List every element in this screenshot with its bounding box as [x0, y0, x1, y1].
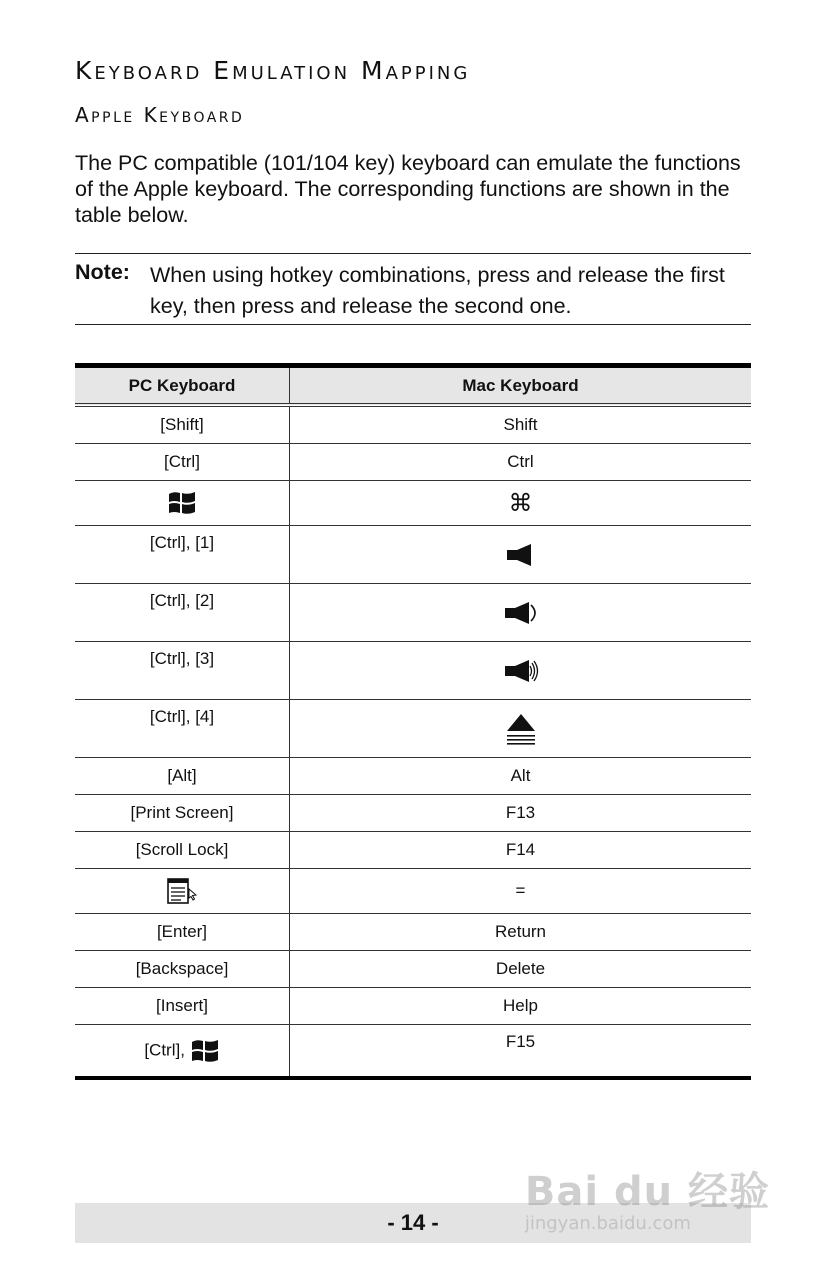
- note-label: Note:: [75, 260, 130, 284]
- note-text: When using hotkey combinations, press and release the first key, then press and release the second one.: [150, 263, 725, 318]
- mac-key: Help: [290, 988, 752, 1025]
- header-mac-keyboard: Mac Keyboard: [290, 366, 752, 406]
- table-row: [75, 481, 751, 526]
- windows-key-icon: [190, 1037, 220, 1065]
- mac-key: =: [290, 869, 752, 914]
- mac-key: [290, 700, 752, 758]
- table-row: [75, 700, 751, 758]
- table-row: [75, 405, 751, 444]
- mac-key: [290, 526, 752, 584]
- speaker-high-icon: [499, 658, 543, 684]
- mac-key: Delete: [290, 951, 752, 988]
- mac-key: [290, 642, 752, 700]
- pc-key: [Insert]: [75, 988, 290, 1025]
- speaker-low-icon: [499, 600, 543, 626]
- eject-icon: [504, 712, 538, 746]
- speaker-mute-icon: [501, 542, 541, 568]
- pc-key: [Enter]: [75, 914, 290, 951]
- table-row: [75, 1025, 751, 1079]
- note-box: [75, 253, 751, 325]
- pc-key: [75, 481, 290, 526]
- table-row: [75, 869, 751, 914]
- watermark: [525, 1160, 770, 1234]
- table-row: [75, 642, 751, 700]
- table-row: [75, 832, 751, 869]
- key-mapping-table: [75, 363, 751, 1080]
- pc-key: [Scroll Lock]: [75, 832, 290, 869]
- table-header-row: [75, 366, 751, 406]
- pc-key: [Ctrl]: [75, 444, 290, 481]
- pc-key: [Ctrl], [3]: [75, 642, 290, 700]
- mac-key: F14: [290, 832, 752, 869]
- pc-key: [Ctrl], [4]: [75, 700, 290, 758]
- pc-key: [Ctrl], [1]: [75, 526, 290, 584]
- section-title: Apple Keyboard: [75, 103, 245, 127]
- mac-key: F13: [290, 795, 752, 832]
- pc-key: [Print Screen]: [75, 795, 290, 832]
- pc-key: [75, 869, 290, 914]
- table-row: [75, 795, 751, 832]
- watermark-logo: Bai du 经验: [524, 1169, 770, 1215]
- table-row: [75, 988, 751, 1025]
- pc-key: [Backspace]: [75, 951, 290, 988]
- watermark-url: jingyan.baidu.com: [524, 1213, 691, 1234]
- mac-key: Shift: [290, 405, 752, 444]
- pc-key-text: [Ctrl],: [144, 1039, 185, 1059]
- header-pc-keyboard: PC Keyboard: [75, 366, 290, 406]
- table-row: [75, 914, 751, 951]
- table-row: [75, 444, 751, 481]
- table-row: [75, 584, 751, 642]
- pc-key: [Ctrl], [2]: [75, 584, 290, 642]
- mac-key: Ctrl: [290, 444, 752, 481]
- mac-key: ⌘: [290, 481, 752, 526]
- table-row: [75, 951, 751, 988]
- mac-key: Return: [290, 914, 752, 951]
- table-row: [75, 758, 751, 795]
- mac-key: Alt: [290, 758, 752, 795]
- pc-key: [75, 1025, 290, 1079]
- intro-paragraph: The PC compatible (101/104 key) keyboard can emulate the functions of the Apple keyboard. The corresponding functions are shown in the table below.: [75, 151, 741, 227]
- pc-key: [Shift]: [75, 405, 290, 444]
- pc-key: [Alt]: [75, 758, 290, 795]
- menu-key-icon: [165, 876, 199, 906]
- mac-key: F15: [505, 1032, 536, 1051]
- page-number: - 14 -: [387, 1210, 439, 1235]
- page-title: Keyboard Emulation Mapping: [75, 56, 471, 85]
- mac-key: [290, 584, 752, 642]
- table-row: [75, 526, 751, 584]
- windows-key-icon: [167, 489, 197, 517]
